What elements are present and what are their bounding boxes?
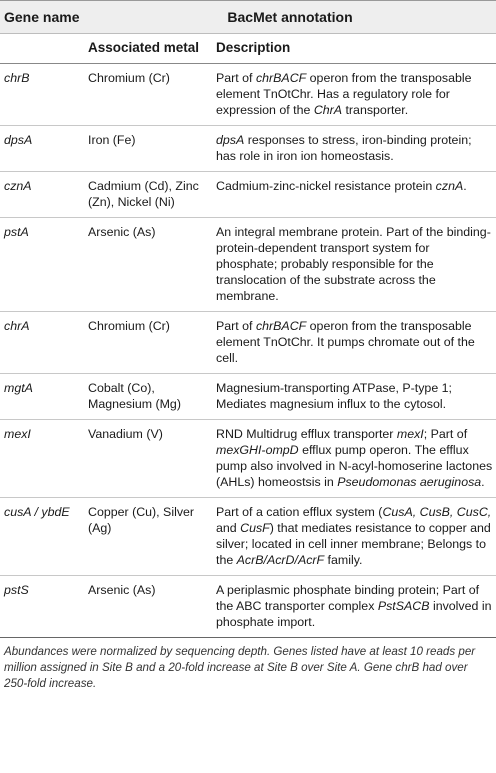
description-segment: family.: [324, 553, 363, 567]
description-cell: [212, 126, 496, 172]
gene-cell: pstS: [0, 576, 84, 638]
description-italic-segment: CusA, CusB, CusC,: [382, 505, 492, 519]
description-segment: transporter.: [342, 103, 409, 117]
description-segment: Cadmium-zinc-nickel resistance protein: [216, 179, 436, 193]
table-row: [0, 218, 496, 312]
description-italic-segment: PstSACB: [377, 599, 430, 613]
header-description: Description: [212, 34, 496, 64]
description-segment: .: [481, 475, 485, 489]
description-segment: .: [463, 179, 467, 193]
gene-cell: dpsA: [0, 126, 84, 172]
header-row-top: [0, 1, 496, 34]
table-row: [0, 64, 496, 126]
table-row: [0, 172, 496, 218]
description-segment: Part of: [216, 319, 256, 333]
table-row: [0, 374, 496, 420]
table-row: [0, 576, 496, 638]
description-italic-segment: Pseudomonas aeruginosa: [337, 475, 482, 489]
gene-cell: mgtA: [0, 374, 84, 420]
description-cell: [212, 374, 496, 420]
table-row: [0, 312, 496, 374]
metal-cell: Iron (Fe): [84, 126, 212, 172]
description-italic-segment: mexGHI-ompD: [216, 443, 299, 457]
description-italic-segment: mexI: [396, 427, 424, 441]
gene-cell: chrB: [0, 64, 84, 126]
gene-cell: mexI: [0, 420, 84, 498]
description-segment: Magnesium-transporting ATPase, P-type 1; Mediates magnesium influx to the cytosol.: [216, 381, 452, 411]
metal-cell: Vanadium (V): [84, 420, 212, 498]
description-segment: RND Multidrug efflux transporter: [216, 427, 397, 441]
table-row: [0, 498, 496, 576]
description-italic-segment: ChrA: [313, 103, 343, 117]
description-segment: Part of: [216, 71, 256, 85]
description-italic-segment: chrBACF: [255, 71, 307, 85]
description-cell: [212, 172, 496, 218]
description-cell: [212, 64, 496, 126]
gene-cell: pstA: [0, 218, 84, 312]
description-cell: [212, 498, 496, 576]
description-segment: and: [216, 521, 241, 535]
description-segment: Part of a cation efflux system (: [216, 505, 383, 519]
metal-cell: Arsenic (As): [84, 576, 212, 638]
description-segment: efflux pump operon. The efflux pump also involved in N-acyl-homoserine lactones (AHLs) homeostsis in: [216, 443, 493, 489]
metal-cell: Cadmium (Cd), Zinc (Zn), Nickel (Ni): [84, 172, 212, 218]
description-segment: ; Part of: [423, 427, 468, 441]
description-segment: involved in phosphate import.: [216, 599, 492, 629]
description-segment: An integral membrane protein. Part of the binding-protein-dependent transport system for phosphate; probably responsible for the translocation of the substrate across the membrane.: [216, 225, 491, 303]
metal-cell: Arsenic (As): [84, 218, 212, 312]
description-segment: ) that mediates resistance to copper and silver; located in cell inner membrane; Belongs to the: [216, 521, 491, 567]
table-row: [0, 420, 496, 498]
description-italic-segment: chrBACF: [255, 319, 307, 333]
metal-cell: Cobalt (Co), Magnesium (Mg): [84, 374, 212, 420]
description-italic-segment: dpsA: [216, 133, 245, 147]
description-cell: [212, 218, 496, 312]
description-segment: A periplasmic phosphate binding protein; Part of the ABC transporter complex: [216, 583, 480, 613]
description-segment: responses to stress, iron-binding protein; has role in iron ion homeostasis.: [216, 133, 472, 163]
description-segment: operon from the transposable element TnOtChr. Has a regulatory role for expression of the: [216, 71, 472, 117]
table-body: [0, 64, 496, 638]
description-cell: [212, 420, 496, 498]
description-cell: [212, 576, 496, 638]
header-row-sub: [0, 34, 496, 64]
description-cell: [212, 312, 496, 374]
header-associated-metal: Associated metal: [84, 34, 212, 64]
header-bacmet-annotation: BacMet annotation: [84, 1, 496, 34]
description-segment: operon from the transposable element TnOtChr. It pumps chromate out of the cell.: [216, 319, 475, 365]
header-gene-name: Gene name: [0, 1, 84, 34]
metal-cell: Chromium (Cr): [84, 64, 212, 126]
gene-cell: cusA / ybdE: [0, 498, 84, 576]
table-header: [0, 1, 496, 64]
metal-cell: Copper (Cu), Silver (Ag): [84, 498, 212, 576]
gene-cell: chrA: [0, 312, 84, 374]
header-empty: [0, 34, 84, 64]
metal-cell: Chromium (Cr): [84, 312, 212, 374]
gene-cell: cznA: [0, 172, 84, 218]
table-row: [0, 126, 496, 172]
table-footnote: Abundances were normalized by sequencing depth. Genes listed have at least 10 reads per million assigned in Site B and a 20-fold increase at Site B over Site A. Gene chrB had over 250-fold increase.: [4, 645, 476, 690]
description-italic-segment: cznA: [435, 179, 464, 193]
description-italic-segment: CusF: [240, 521, 270, 535]
description-italic-segment: AcrB/AcrD/AcrF: [236, 553, 325, 567]
